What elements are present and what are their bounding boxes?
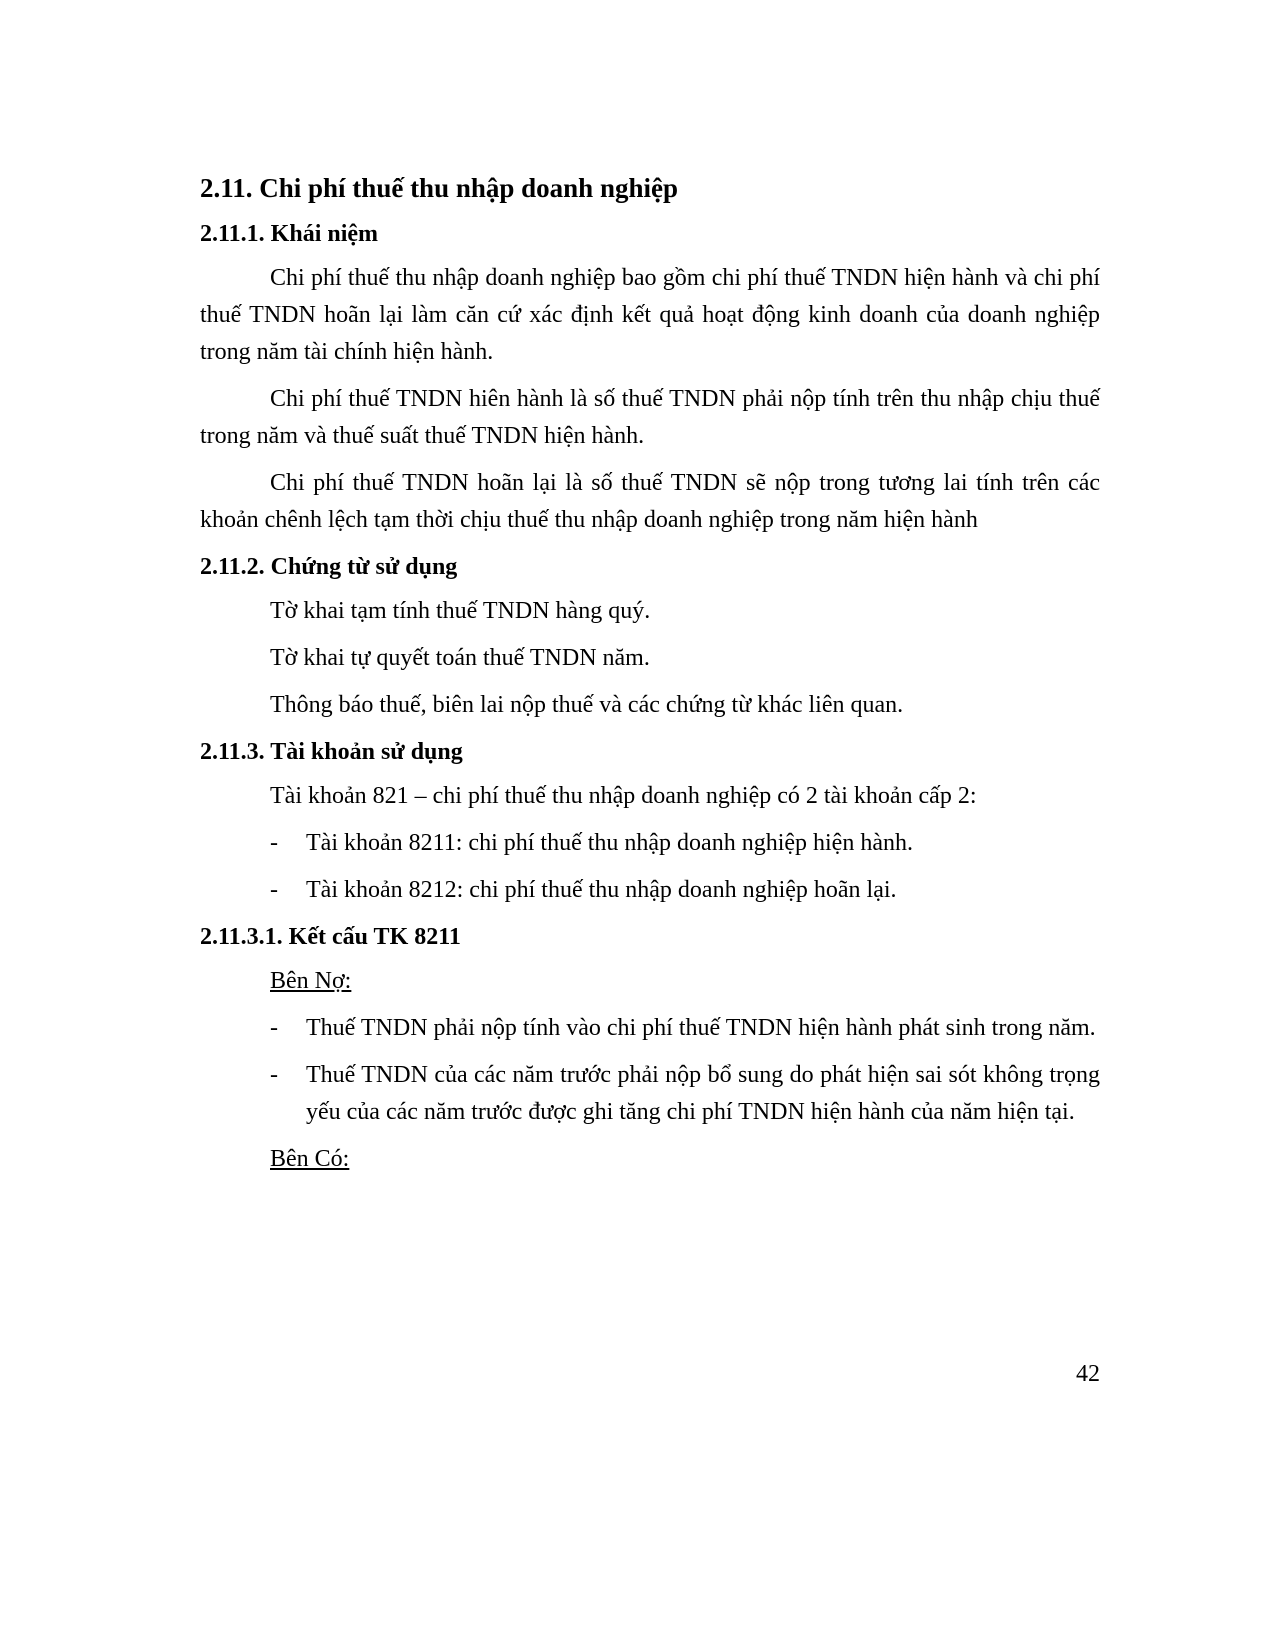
debit-label: Bên Nợ: (270, 968, 352, 994)
section-title: 2.11. Chi phí thuế thu nhập doanh nghiệp (200, 173, 678, 203)
accounts-bullet (200, 872, 1100, 909)
accounts-heading: 2.11.3. Tài khoản sử dụng (200, 739, 463, 765)
accounts-bullet (200, 825, 1100, 862)
accounts-bullet-text: Tài khoản 8211: chi phí thuế thu nhập doanh nghiệp hiện hành. (306, 830, 913, 856)
concept-paragraph: Chi phí thuế thu nhập doanh nghiệp bao gồm chi phí thuế TNDN hiện hành và chi phí thuế TNDN hoãn lại làm căn cứ xác định kết quả hoạt động kinh doanh của doanh nghiệp trong năm tài chính hiện hành. (200, 265, 1100, 365)
debit-bullet-text: Thuế TNDN của các năm trước phải nộp bổ sung do phát hiện sai sót không trọng yếu của các năm trước được ghi tăng chi phí TNDN hiện hành của năm hiện tại. (306, 1062, 1100, 1125)
concept-paragraph: Chi phí thuế TNDN hoãn lại là số thuế TNDN sẽ nộp trong tương lai tính trên các khoản chênh lệch tạm thời chịu thuế thu nhập doanh nghiệp trong năm hiện hành (200, 470, 1100, 533)
structure-heading: 2.11.3.1. Kết cấu TK 8211 (200, 924, 461, 950)
document-page (200, 160, 1100, 1188)
bullet-dash: - (270, 1015, 278, 1041)
credit-label-row (200, 1141, 1100, 1178)
accounts-bullet-text: Tài khoản 8212: chi phí thuế thu nhập doanh nghiệp hoãn lại. (306, 877, 897, 903)
page-number: 42 (1076, 1361, 1100, 1387)
bullet-dash: - (270, 830, 278, 856)
debit-bullet-text: Thuế TNDN phải nộp tính vào chi phí thuế TNDN hiện hành phát sinh trong năm. (306, 1015, 1096, 1041)
credit-label: Bên Có: (270, 1146, 350, 1172)
debit-bullet (200, 1010, 1100, 1047)
concept-heading: 2.11.1. Khái niệm (200, 221, 379, 247)
debit-bullet (200, 1057, 1100, 1131)
accounts-intro: Tài khoản 821 – chi phí thuế thu nhập doanh nghiệp có 2 tài khoản cấp 2: (270, 783, 977, 809)
debit-label-row (200, 963, 1100, 1000)
bullet-dash: - (270, 877, 278, 903)
documents-item: Tờ khai tạm tính thuế TNDN hàng quý. (270, 598, 651, 624)
bullet-dash: - (270, 1062, 278, 1088)
documents-heading: 2.11.2. Chứng từ sử dụng (200, 554, 458, 580)
documents-item: Tờ khai tự quyết toán thuế TNDN năm. (270, 645, 650, 671)
documents-item: Thông báo thuế, biên lai nộp thuế và các chứng từ khác liên quan. (270, 692, 904, 718)
concept-paragraph: Chi phí thuế TNDN hiên hành là số thuế TNDN phải nộp tính trên thu nhập chịu thuế trong năm và thuế suất thuế TNDN hiện hành. (200, 386, 1100, 449)
